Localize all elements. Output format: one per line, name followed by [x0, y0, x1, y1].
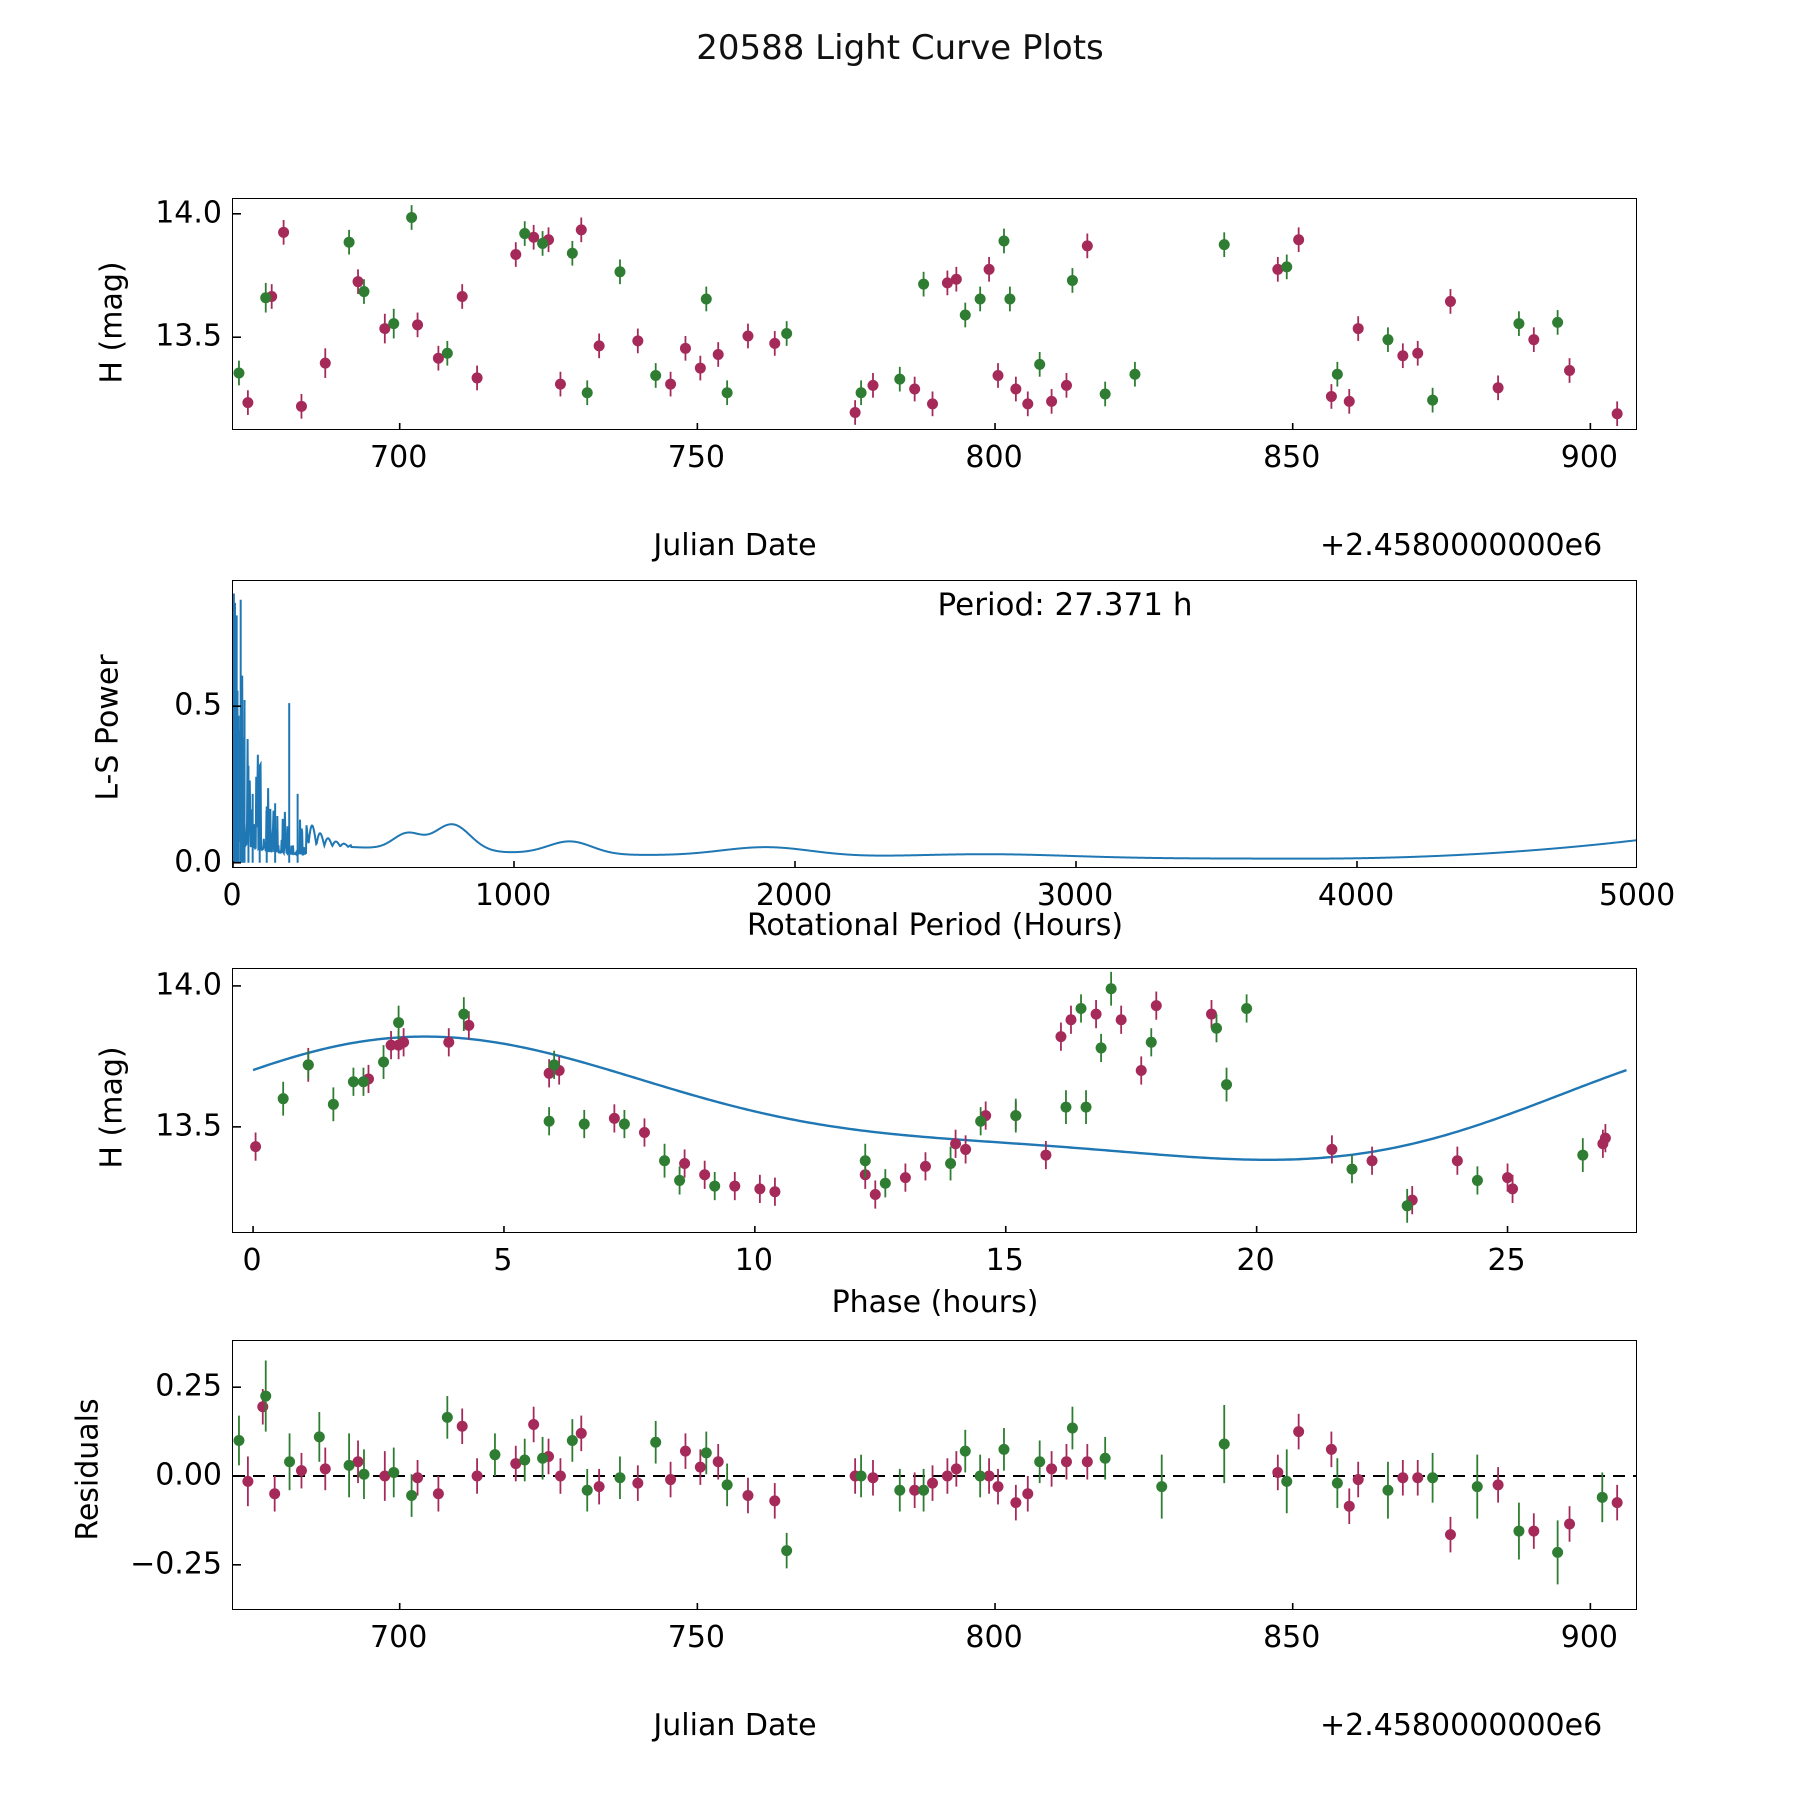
phase-folded-y-axis-label: H (mag) — [94, 1046, 130, 1169]
periodogram-peaks — [234, 594, 298, 863]
phase-xtick-20: 20 — [1236, 1243, 1275, 1278]
residuals-xtick-700: 700 — [370, 1620, 428, 1655]
lightcurve-axes — [232, 198, 1637, 430]
lightcurve-xtick-850: 850 — [1263, 440, 1321, 475]
page-title: 20588 Light Curve Plots — [696, 28, 1104, 68]
residuals-x-axis-label: Julian Date — [653, 1708, 817, 1743]
phase-fit-curve — [253, 1037, 1626, 1160]
data-series-band-green — [278, 972, 1589, 1223]
periodogram-xtick-5000: 5000 — [1598, 878, 1676, 913]
lightcurve-xtick-750: 750 — [667, 440, 725, 475]
lightcurve-x-offset-label: +2.4580000000e6 — [1320, 528, 1603, 563]
phase-folded-plot-area — [233, 969, 1637, 1233]
periodogram-xtick-3000: 3000 — [1036, 878, 1114, 913]
periodogram-plot-area — [233, 581, 1637, 868]
residuals-ytick-0.00: 0.00 — [155, 1457, 222, 1493]
lightcurve-xtick-700: 700 — [370, 440, 428, 475]
phase-folded-axes — [232, 968, 1637, 1233]
lightcurve-xtick-800: 800 — [965, 440, 1023, 475]
periodogram-axes — [232, 580, 1637, 868]
periodogram-xtick-0: 0 — [222, 878, 242, 913]
phase-xtick-0: 0 — [242, 1243, 262, 1278]
lightcurve-y-axis-label: H (mag) — [94, 261, 130, 384]
periodogram-period-annotation: Period: 27.371 h — [937, 587, 1193, 623]
phase-xtick-15: 15 — [985, 1243, 1024, 1278]
residuals-xtick-850: 850 — [1263, 1620, 1321, 1655]
residuals-x-offset-label: +2.4580000000e6 — [1320, 1708, 1603, 1743]
periodogram-line — [233, 663, 1637, 858]
data-series-band-magenta — [242, 218, 1622, 427]
residuals-xtick-800: 800 — [965, 1620, 1023, 1655]
data-series-band-magenta — [250, 992, 1611, 1215]
phase-ytick-14.0: 14.0 — [155, 967, 222, 1003]
residuals-ytick-0.25: 0.25 — [155, 1368, 222, 1404]
phase-ytick-13.5: 13.5 — [155, 1108, 222, 1144]
residuals-axes — [232, 1340, 1637, 1610]
periodogram-ytick-0.5: 0.5 — [174, 687, 222, 723]
lightcurve-ytick-13.5: 13.5 — [155, 318, 222, 354]
phase-xtick-25: 25 — [1487, 1243, 1526, 1278]
periodogram-x-axis-label: Rotational Period (Hours) — [746, 908, 1124, 943]
phase-folded-x-axis-label: Phase (hours) — [831, 1285, 1039, 1320]
phase-xtick-10: 10 — [734, 1243, 773, 1278]
residuals-y-axis-label: Residuals — [70, 1398, 106, 1541]
residuals-xtick-900: 900 — [1560, 1620, 1618, 1655]
phase-xtick-5: 5 — [493, 1243, 513, 1278]
periodogram-xtick-4000: 4000 — [1317, 878, 1395, 913]
periodogram-xtick-1000: 1000 — [474, 878, 552, 913]
data-series-band-green — [233, 205, 1563, 412]
lightcurve-xtick-900: 900 — [1560, 440, 1618, 475]
lightcurve-x-axis-label: Julian Date — [653, 528, 817, 563]
periodogram-xtick-2000: 2000 — [755, 878, 833, 913]
lightcurve-ytick-14.0: 14.0 — [155, 195, 222, 231]
residuals-xtick-750: 750 — [667, 1620, 725, 1655]
lightcurve-plot-area — [233, 199, 1637, 430]
residuals-ytick-−0.25: −0.25 — [130, 1546, 222, 1582]
residuals-plot-area — [233, 1341, 1637, 1610]
periodogram-y-axis-label: L-S Power — [90, 654, 126, 801]
periodogram-ytick-0.0: 0.0 — [174, 844, 222, 880]
